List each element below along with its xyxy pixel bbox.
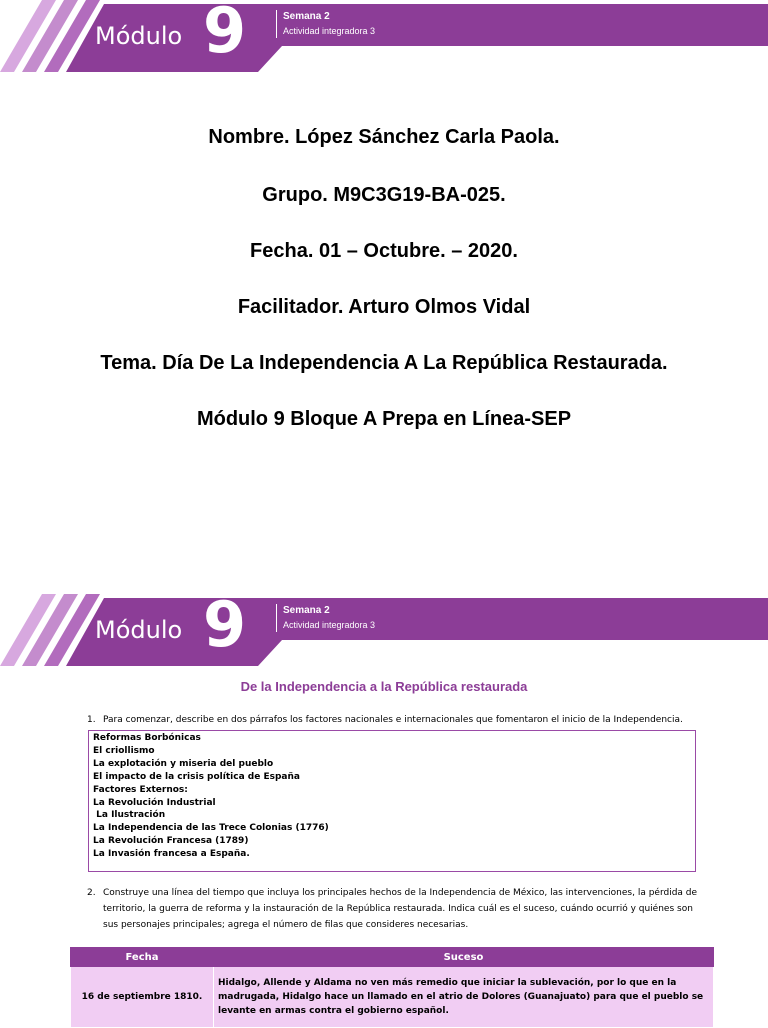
week-block	[276, 10, 375, 38]
answer-line: La explotación y miseria del pueblo	[93, 758, 274, 769]
answer-line: La Revolución Francesa (1789)	[93, 836, 249, 847]
answer-line: La Invasión francesa a España.	[93, 849, 250, 860]
module-number: 9	[203, 0, 247, 67]
cover-group: Grupo. M9C3G19-BA-025.	[262, 184, 506, 206]
module-banner-second	[0, 588, 768, 666]
activity-label: Actividad integradora 3	[283, 26, 376, 36]
header-date: Fecha	[71, 948, 214, 967]
activity-title: De la Independencia a la República restaurada	[240, 679, 528, 694]
answer-box-1	[88, 730, 696, 872]
timeline-header-row	[71, 948, 714, 967]
module-number: 9	[203, 588, 247, 661]
module-word: Módulo	[95, 616, 183, 644]
table-row	[71, 967, 714, 1028]
answer-line: Factores Externos:	[93, 784, 188, 795]
header-event: Suceso	[214, 948, 714, 967]
question-2-text: Construye una línea del tiempo que incluya los principales hechos de la Independencia de México, las intervenciones, la pérdida de territorio, la guerra de reforma y la instauración de la República restaurada. Indica cuál es el suceso, cuándo ocurrió y quiénes son sus personajes principales; agrega el número de filas que consideres necesarias.	[103, 888, 698, 930]
question-1-number: 1.	[87, 715, 96, 725]
row-event: Hidalgo, Allende y Aldama no ven más remedio que iniciar la sublevación, por lo que en la madrugada, Hidalgo hace un llamado en el atrio de Dolores (Guanajuato) para que el pueblo se levante en armas contra el gobierno español.	[214, 967, 714, 1028]
question-1	[87, 712, 707, 728]
week-label: Semana 2	[283, 11, 330, 22]
cover-date: Fecha. 01 – Octubre. – 2020.	[250, 240, 518, 262]
answer-line: La Ilustración	[93, 810, 166, 821]
module-word: Módulo	[95, 22, 183, 50]
answer-line: Reformas Borbónicas	[93, 733, 201, 743]
cover-name: Nombre. López Sánchez Carla Paola.	[208, 126, 560, 148]
week-label: Semana 2	[283, 605, 330, 616]
answer-line: La Independencia de las Trece Colonias (1776)	[93, 823, 329, 834]
question-2	[87, 885, 707, 933]
activity-label: Actividad integradora 3	[283, 620, 376, 630]
answer-line: El criollismo	[93, 745, 155, 756]
cover-topic: Tema. Día De La Independencia A La República Restaurada.	[100, 352, 668, 374]
question-1-text: Para comenzar, describe en dos párrafos los factores nacionales e internacionales que fomentaron el inicio de la Independencia.	[103, 715, 683, 725]
answer-line: El impacto de la crisis política de España	[93, 771, 300, 782]
answer-line: La Revolución Industrial	[93, 797, 216, 808]
timeline-table	[70, 947, 714, 1028]
cover-facilitator: Facilitador. Arturo Olmos Vidal	[237, 296, 531, 318]
question-2-number: 2.	[87, 888, 96, 898]
cover-module: Módulo 9 Bloque A Prepa en Línea-SEP	[196, 408, 572, 430]
row-date: 16 de septiembre 1810.	[71, 967, 214, 1028]
module-banner-top	[0, 0, 768, 72]
week-block	[276, 604, 375, 632]
